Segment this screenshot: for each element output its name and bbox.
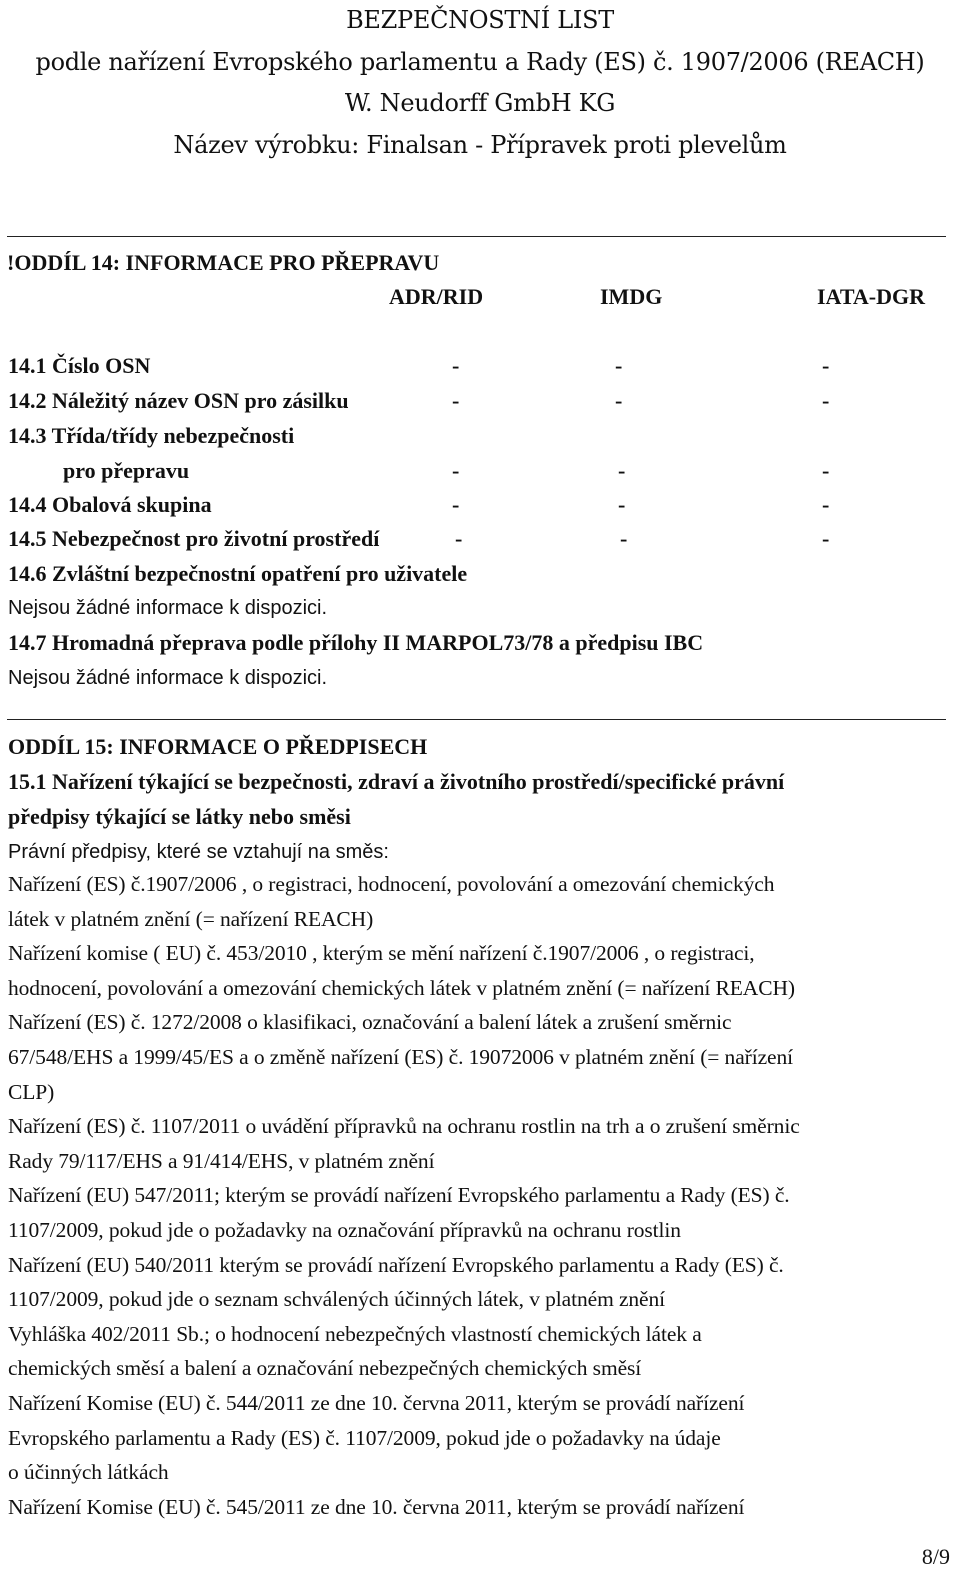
regulation-line: Evropského parlamentu a Rady (ES) č. 1107/2009, pokud jde o požadavky na údaje [8,1425,721,1450]
section-15-title: ODDÍL 15: INFORMACE O PŘEDPISECH [8,734,428,759]
subsection-14-6-text: Nejsou žádné informace k dispozici. [8,597,328,619]
value-imdg: - [620,526,628,551]
value-iata-dgr: - [822,458,830,483]
section-divider [7,719,946,720]
section-divider [7,236,946,237]
column-header-imdg: IMDG [600,284,663,309]
header-product-name: Název výrobku: Finalsan - Přípravek proti plevelům [173,130,787,159]
column-header-adr-rid: ADR/RID [389,284,484,309]
value-adr-rid: - [455,526,463,551]
regulation-line: chemických směsí a balení a označování nebezpečných chemických směsí [8,1356,642,1381]
regulations-list [8,867,953,1524]
regulation-line: 1107/2009, pokud jde o seznam schválených účinných látek, v platném znění [8,1287,666,1312]
regulation-line: o účinných látkách [8,1460,169,1485]
subsection-15-1-title-line2: předpisy týkající se látky nebo směsi [8,804,351,829]
regulation-line: Nařízení (ES) č.1907/2006 , o registraci, hodnocení, povolování a omezování chemických [8,872,775,896]
regulation-line: Nařízení (EU) 547/2011; kterým se provádí nařízení Evropského parlamentu a Rady (ES) č. [8,1183,790,1208]
row-label-shipping-name: 14.2 Náležitý název OSN pro zásilku [8,388,349,413]
value-imdg: - [615,353,623,378]
regulation-line: 1107/2009, pokud jde o požadavky na označování přípravků na ochranu rostlin [8,1217,681,1242]
column-header-iata-dgr: IATA-DGR [817,284,925,309]
row-label-environmental-hazard: 14.5 Nebezpečnost pro životní prostředí [8,526,380,551]
value-adr-rid: - [452,388,460,413]
value-iata-dgr: - [822,492,830,517]
subsection-14-6-title: 14.6 Zvláštní bezpečnostní opatření pro uživatele [8,561,468,586]
header-company: W. Neudorff GmbH KG [344,89,616,117]
regulation-line: hodnocení, povolování a omezování chemických látek v platném znění (= nařízení REACH) [8,975,795,1000]
regulation-line: Nařízení (EU) 540/2011 kterým se provádí nařízení Evropského parlamentu a Rady (ES) č. [8,1252,784,1277]
row-label-hazard-class: 14.3 Třída/třídy nebezpečnosti [8,423,295,448]
document-header [0,0,960,166]
value-imdg: - [615,388,623,413]
row-label-hazard-class-cont: pro přepravu [63,458,190,483]
regulation-line: Nařízení (ES) č. 1107/2011 o uvádění přípravků na ochranu rostlin na trh a o zrušení směrnic [8,1114,800,1139]
regulation-line: látek v platném znění (= nařízení REACH) [8,906,374,931]
subsection-15-1-title-line1: 15.1 Nařízení týkající se bezpečnosti, zdraví a životního prostředí/specifické právní [8,769,785,794]
subsection-14-7-text: Nejsou žádné informace k dispozici. [8,667,328,689]
value-adr-rid: - [452,492,460,517]
regulation-line: Nařízení (ES) č. 1272/2008 o klasifikaci, označování a balení látek a zrušení směrnic [8,1010,732,1035]
regulation-line: Vyhláška 402/2011 Sb.; o hodnocení nebezpečných vlastností chemických látek a [8,1321,702,1346]
regulation-line: Nařízení Komise (EU) č. 544/2011 ze dne 10. června 2011, kterým se provádí nařízení [8,1390,745,1415]
subsection-14-7-title: 14.7 Hromadná přeprava podle přílohy II MARPOL73/78 a předpisu IBC [8,630,704,655]
value-adr-rid: - [452,458,460,483]
header-regulation: podle nařízení Evropského parlamentu a Rady (ES) č. 1907/2006 (REACH) [35,47,925,76]
regulations-intro: Právní předpisy, které se vztahují na směs: [8,841,389,863]
header-title: BEZPEČNOSTNÍ LIST [346,6,614,34]
regulation-line: CLP) [8,1079,55,1104]
section-14-title: !ODDÍL 14: INFORMACE PRO PŘEPRAVU [7,250,440,275]
regulation-line: 67/548/EHS a 1999/45/ES a o změně nařízení (ES) č. 19072006 v platném znění (= nařízení [8,1044,793,1069]
page-number: 8/9 [921,1544,950,1569]
row-label-un-number: 14.1 Číslo OSN [8,353,151,378]
value-imdg: - [618,492,626,517]
regulation-line: Rady 79/117/EHS a 91/414/EHS, v platném znění [8,1148,435,1173]
value-iata-dgr: - [822,388,830,413]
value-adr-rid: - [452,353,460,378]
value-iata-dgr: - [822,526,830,551]
row-label-packing-group: 14.4 Obalová skupina [8,492,212,517]
regulation-line: Nařízení komise ( EU) č. 453/2010 , kterým se mění nařízení č.1907/2006 , o registraci, [8,941,755,966]
value-iata-dgr: - [822,353,830,378]
regulation-line: Nařízení Komise (EU) č. 545/2011 ze dne 10. června 2011, kterým se provádí nařízení [8,1494,745,1519]
value-imdg: - [618,458,626,483]
